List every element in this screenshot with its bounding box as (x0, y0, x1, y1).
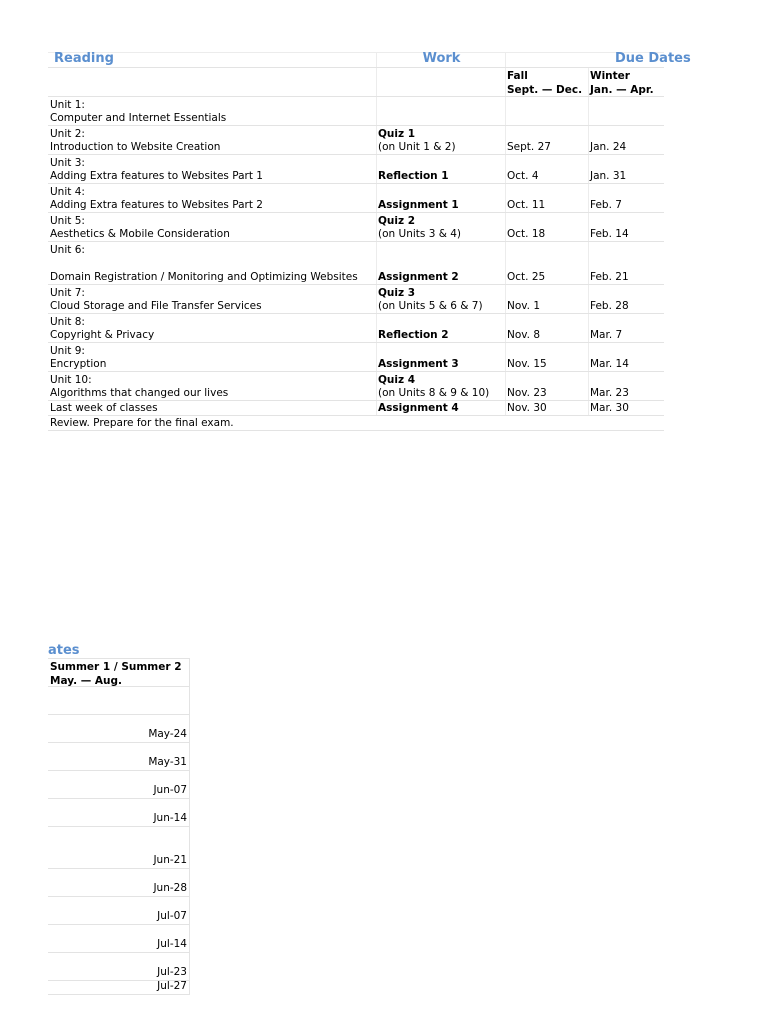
work-detail: (on Units 3 & 4) (378, 228, 462, 240)
work-detail: Assignment 1 (378, 199, 459, 211)
winter-due-date (589, 126, 664, 154)
unit-title: Aesthetics & Mobile Consideration (50, 228, 230, 240)
winter-date: Feb. 7 (590, 199, 622, 211)
unit-reading (48, 242, 377, 284)
unit-number: Unit 9: (50, 345, 85, 357)
winter-date: Mar. 14 (590, 358, 629, 370)
unit-work (377, 242, 506, 284)
winter-due-date (589, 155, 664, 183)
summer-date: Jul-07 (157, 910, 187, 922)
unit-number: Unit 3: (50, 157, 85, 169)
unit-row (48, 372, 664, 401)
term-winter-name: Winter (590, 70, 630, 82)
unit-row (48, 242, 664, 285)
summer-date-row (48, 715, 190, 743)
term-fall (506, 68, 589, 96)
unit-row (48, 213, 664, 242)
unit-work (377, 314, 506, 342)
unit-number: Unit 5: (50, 215, 85, 227)
summer-date: Jun-14 (153, 812, 187, 824)
winter-date: Jan. 24 (590, 141, 627, 153)
unit-work (377, 372, 506, 400)
unit-reading (48, 126, 377, 154)
unit-work (377, 155, 506, 183)
unit-reading (48, 314, 377, 342)
unit-reading (48, 343, 377, 371)
work-detail: (on Units 5 & 6 & 7) (378, 300, 483, 312)
unit-reading (48, 372, 377, 400)
review-text: Review. Prepare for the final exam. (50, 417, 234, 429)
winter-date: Feb. 21 (590, 271, 629, 283)
summer-date-row (48, 953, 190, 981)
unit-title: Cloud Storage and File Transfer Services (50, 300, 262, 312)
work-detail: Reflection 2 (378, 329, 449, 341)
summer-last-week-date: Jul-27 (157, 980, 187, 992)
unit-work (377, 97, 506, 125)
term-subheader-row (48, 68, 664, 97)
summer-date-row (48, 687, 190, 715)
fall-due-date (506, 126, 589, 154)
unit-number: Unit 6: (50, 244, 85, 256)
fall-date: Oct. 11 (507, 199, 546, 211)
last-week-fall: Nov. 30 (506, 401, 589, 415)
summer-last-week (48, 981, 190, 995)
fall-date: Nov. 8 (507, 329, 541, 341)
work-item: Quiz 2 (378, 215, 416, 227)
unit-row (48, 285, 664, 314)
unit-row (48, 314, 664, 343)
summer-date-row (48, 743, 190, 771)
last-week-work: Assignment 4 (377, 401, 506, 415)
work-item: Quiz 1 (378, 128, 416, 140)
term-summer (48, 658, 190, 687)
unit-title: Adding Extra features to Websites Part 1 (50, 170, 263, 182)
last-week-title: Last week of classes (48, 401, 377, 415)
summer-date-row (48, 771, 190, 799)
term-fall-months: Sept. — Dec. (507, 84, 583, 96)
unit-reading (48, 213, 377, 241)
unit-row (48, 184, 664, 213)
work-item: Quiz 4 (378, 374, 416, 386)
summer-date: May-24 (148, 728, 187, 740)
fall-due-date (506, 372, 589, 400)
fall-due-date (506, 213, 589, 241)
winter-due-date (589, 184, 664, 212)
summer-date-row (48, 925, 190, 953)
last-week-row (48, 401, 664, 416)
fall-date: Sept. 27 (507, 141, 551, 153)
header-row (48, 51, 691, 68)
unit-title: Computer and Internet Essentials (50, 112, 227, 124)
unit-title: Adding Extra features to Websites Part 2 (50, 199, 263, 211)
summer-date: Jul-23 (157, 966, 187, 978)
summer-date: Jun-28 (153, 882, 187, 894)
fall-due-date (506, 314, 589, 342)
header-due-dates-continued: ates (48, 643, 80, 658)
unit-work (377, 184, 506, 212)
unit-number: Unit 2: (50, 128, 85, 140)
header-work: Work (377, 53, 506, 67)
term-winter-months: Jan. — Apr. (590, 84, 654, 96)
winter-date: Mar. 23 (590, 387, 629, 399)
work-detail: Assignment 3 (378, 358, 459, 370)
fall-due-date (506, 242, 589, 284)
unit-title: Encryption (50, 358, 107, 370)
summer-date: Jun-21 (153, 854, 187, 866)
term-summer-name: Summer 1 / Summer 2 (50, 661, 182, 673)
fall-due-date (506, 343, 589, 371)
fall-date: Oct. 18 (507, 228, 546, 240)
summer-date-row (48, 869, 190, 897)
last-week-winter: Mar. 30 (590, 402, 629, 414)
winter-due-date (589, 314, 664, 342)
winter-due-date (589, 285, 664, 313)
unit-title: Algorithms that changed our lives (50, 387, 229, 399)
term-fall-name: Fall (507, 70, 528, 82)
unit-number: Unit 8: (50, 316, 85, 328)
unit-work (377, 213, 506, 241)
summer-rows (48, 687, 190, 981)
fall-due-date (506, 285, 589, 313)
winter-date: Jan. 31 (590, 170, 627, 182)
winter-date: Feb. 28 (590, 300, 629, 312)
summer-date: Jun-07 (153, 784, 187, 796)
summer-date: Jul-14 (157, 938, 187, 950)
fall-due-date (506, 97, 589, 125)
course-schedule-table (48, 51, 691, 431)
unit-reading (48, 155, 377, 183)
unit-row (48, 343, 664, 372)
unit-row (48, 97, 664, 126)
summer-date-row (48, 799, 190, 827)
fall-due-date (506, 184, 589, 212)
fall-date: Nov. 23 (507, 387, 547, 399)
header-due-dates: Due Dates (615, 51, 691, 66)
winter-due-date (589, 343, 664, 371)
unit-number: Unit 7: (50, 287, 85, 299)
unit-reading (48, 285, 377, 313)
unit-reading (48, 97, 377, 125)
winter-due-date (589, 97, 664, 125)
fall-date: Nov. 15 (507, 358, 547, 370)
unit-work (377, 285, 506, 313)
fall-date: Nov. 1 (507, 300, 541, 312)
summer-date-row (48, 897, 190, 925)
work-detail: Reflection 1 (378, 170, 449, 182)
summer-dates-column (48, 644, 190, 995)
work-detail: Assignment 2 (378, 271, 459, 283)
fall-due-date (506, 155, 589, 183)
unit-number: Unit 10: (50, 374, 92, 386)
winter-date: Feb. 14 (590, 228, 629, 240)
unit-row (48, 155, 664, 184)
unit-reading (48, 184, 377, 212)
winter-due-date (589, 213, 664, 241)
term-summer-months: May. — Aug. (50, 675, 122, 687)
work-detail: (on Unit 1 & 2) (378, 141, 456, 153)
winter-due-date (589, 372, 664, 400)
unit-work (377, 126, 506, 154)
unit-number: Unit 4: (50, 186, 85, 198)
unit-number: Unit 1: (50, 99, 85, 111)
fall-date: Oct. 25 (507, 271, 546, 283)
review-row (48, 416, 664, 431)
unit-rows (48, 97, 664, 401)
unit-row (48, 126, 664, 155)
summer-date: May-31 (148, 756, 187, 768)
summer-date-row (48, 827, 190, 869)
work-detail: (on Units 8 & 9 & 10) (378, 387, 490, 399)
unit-work (377, 343, 506, 371)
work-item: Quiz 3 (378, 287, 416, 299)
winter-due-date (589, 242, 664, 284)
fall-date: Oct. 4 (507, 170, 539, 182)
unit-title: Introduction to Website Creation (50, 141, 221, 153)
term-winter (589, 68, 664, 96)
winter-date: Mar. 7 (590, 329, 623, 341)
header-reading: Reading (48, 53, 377, 67)
unit-title: Copyright & Privacy (50, 329, 155, 341)
unit-title: Domain Registration / Monitoring and Optimizing Websites (50, 271, 358, 283)
